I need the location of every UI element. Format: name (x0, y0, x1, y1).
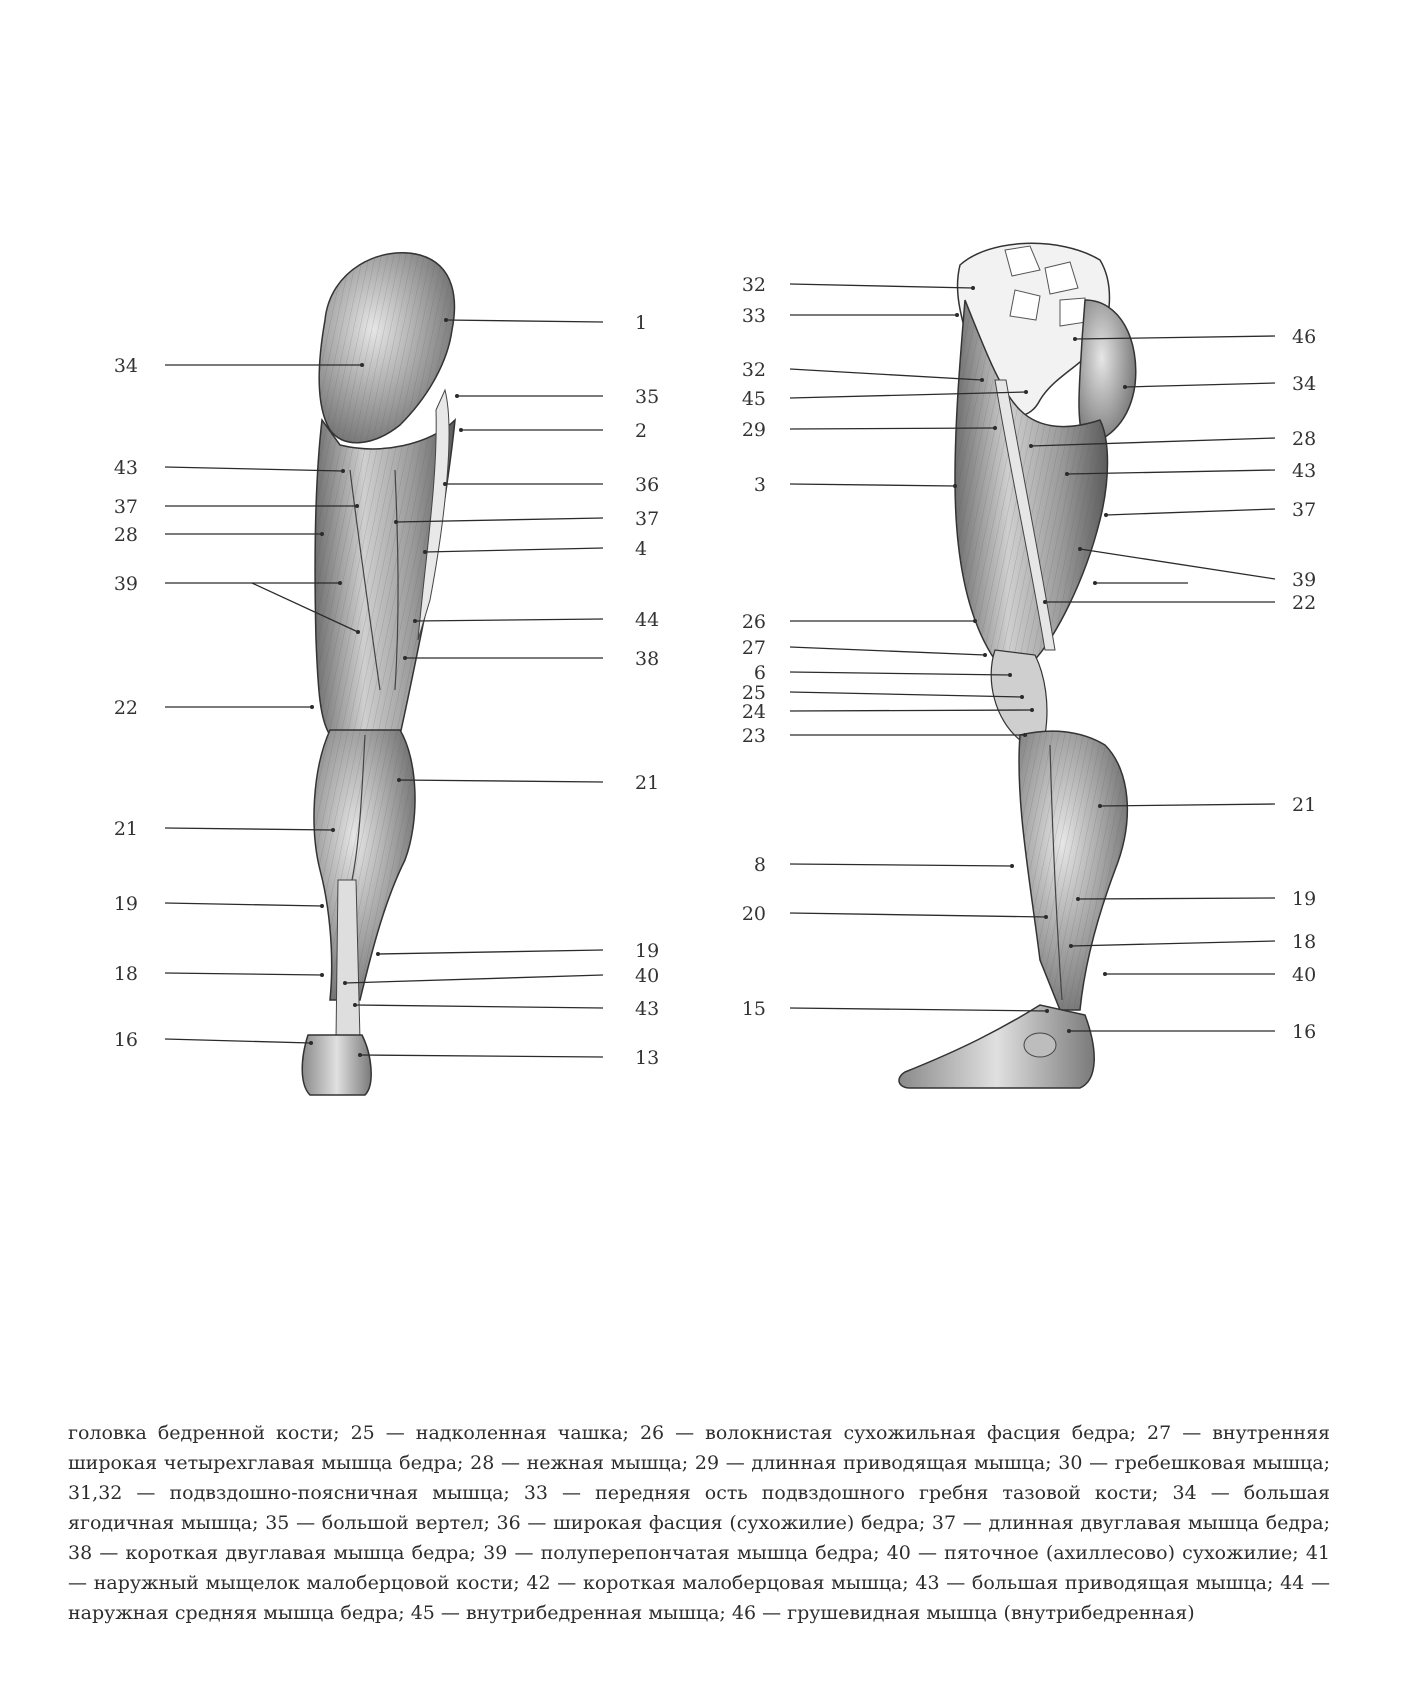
label-number: 21 (1292, 794, 1317, 816)
leader-dot (403, 656, 407, 660)
leader-line (399, 780, 603, 782)
leader-dot (1069, 944, 1073, 948)
leader-line (790, 864, 1012, 866)
label-number: 28 (1292, 428, 1317, 450)
leader-dot (309, 1041, 313, 1045)
label-number: 21 (635, 772, 660, 794)
leader-dot (1123, 385, 1127, 389)
leader-dot (1030, 708, 1034, 712)
leader-line (790, 710, 1032, 711)
leader-dot (983, 653, 987, 657)
leader-line (790, 692, 1022, 697)
leader-line (345, 975, 603, 983)
leader-line (446, 320, 603, 322)
label-number: 28 (113, 524, 138, 546)
leader-dot (1008, 673, 1012, 677)
label-number: 29 (741, 419, 766, 441)
leader-line (165, 903, 322, 906)
label-number: 24 (741, 701, 766, 723)
label-number: 34 (113, 355, 138, 377)
label-number: 16 (1292, 1021, 1317, 1043)
leader-line (165, 467, 343, 471)
leader-line (425, 548, 603, 552)
leader-line (790, 484, 955, 486)
label-number: 45 (741, 388, 766, 410)
leader-dot (1045, 1009, 1049, 1013)
leg-lateral-view (899, 243, 1136, 1088)
leader-dot (320, 532, 324, 536)
label-number: 16 (113, 1029, 138, 1051)
label-number: 22 (113, 697, 138, 719)
leader-dot (1104, 513, 1108, 517)
leader-dot (320, 904, 324, 908)
leader-dot (993, 426, 997, 430)
leader-line (790, 647, 985, 655)
label-number: 43 (635, 998, 660, 1020)
label-number: 43 (113, 457, 138, 479)
label-number: 2 (635, 420, 648, 442)
leader-dot (1093, 581, 1097, 585)
label-number: 3 (753, 474, 766, 496)
leader-dot (980, 378, 984, 382)
label-number: 33 (741, 305, 766, 327)
leader-dot (310, 705, 314, 709)
leader-line (165, 828, 333, 830)
label-number: 35 (635, 386, 660, 408)
leader-dot (1067, 1029, 1071, 1033)
label-number: 37 (635, 508, 660, 530)
label-number: 27 (741, 637, 766, 659)
leader-line (1106, 509, 1275, 515)
leader-line (790, 369, 982, 380)
label-number: 22 (1292, 592, 1317, 614)
leader-dot (455, 394, 459, 398)
leader-dot (1043, 600, 1047, 604)
label-number: 40 (1292, 964, 1317, 986)
leader-dot (356, 630, 360, 634)
label-number: 21 (113, 818, 138, 840)
label-number: 37 (1292, 499, 1317, 521)
leader-dot (1010, 864, 1014, 868)
label-number: 15 (741, 998, 766, 1020)
label-number: 23 (741, 725, 766, 747)
label-number: 36 (635, 474, 660, 496)
label-number: 19 (1292, 888, 1317, 910)
leader-dot (443, 482, 447, 486)
label-number: 38 (635, 648, 660, 670)
label-number: 19 (635, 940, 660, 962)
leader-dot (955, 313, 959, 317)
label-number: 37 (113, 496, 138, 518)
leader-dot (423, 550, 427, 554)
leader-line (165, 1039, 311, 1043)
label-number: 32 (741, 359, 766, 381)
label-number: 34 (1292, 373, 1317, 395)
leader-line (790, 1008, 1047, 1011)
leader-line (165, 973, 322, 975)
label-number: 20 (741, 903, 766, 925)
leg-posterior-view (302, 253, 455, 1095)
leader-dot (341, 469, 345, 473)
label-number: 26 (741, 611, 766, 633)
leader-dot (338, 581, 342, 585)
leader-line (1080, 549, 1275, 579)
leader-dot (394, 520, 398, 524)
label-number: 44 (635, 609, 660, 631)
leader-dot (444, 318, 448, 322)
legend-text: головка бедренной кости; 25 — надколенная чашка; 26 — волокнистая сухожильная фасция бедра; 27 — внутренняя широкая четырехглавая мышца бедра; 28 — нежная мышца; 29 — длинная приводящая мышца; 30 — гребешковая мышца; 31,32 — подвздошно-поясничная мышца; 33 — передняя ость подвздошного гребня тазовой кости; 34 — большая ягодичная мышца; 35 — большой вертел; 36 — широкая фасция (сухожилие) бедра; 37 — длинная двуглавая мышца бедра; 38 — короткая двуглавая мышца бедра; 39 — полуперепончатая мышца бедра; 40 — пяточное (ахиллесово) сухожилие; 41 — наружный мыщелок малоберцовой кости; 42 — короткая малоберцовая мышца; 43 — большая приводящая мышца; 44 — наружная средняя мышца бедра; 45 — внутрибедренная мышца; 46 — грушевидная мышца (внутрибедренная) (68, 1422, 1330, 1624)
leader-line (790, 284, 973, 288)
leader-line (790, 913, 1046, 917)
label-number: 13 (635, 1047, 660, 1069)
leader-dot (1103, 972, 1107, 976)
label-number: 18 (113, 963, 138, 985)
leader-dot (376, 952, 380, 956)
leader-dot (413, 619, 417, 623)
label-number: 40 (635, 965, 660, 987)
label-number: 39 (1292, 569, 1317, 591)
label-number: 39 (113, 573, 138, 595)
leader-line (355, 1005, 603, 1008)
label-number: 19 (113, 893, 138, 915)
leader-dot (1065, 472, 1069, 476)
leader-dot (1024, 390, 1028, 394)
leader-dot (459, 428, 463, 432)
leader-dot (1073, 337, 1077, 341)
leader-dot (355, 504, 359, 508)
label-number: 46 (1292, 326, 1317, 348)
leader-line (378, 950, 603, 954)
leader-dot (360, 363, 364, 367)
leader-dot (1078, 547, 1082, 551)
label-number: 1 (635, 312, 648, 334)
leader-dot (1076, 897, 1080, 901)
leader-dot (1044, 915, 1048, 919)
leader-dot (343, 981, 347, 985)
leader-line (1125, 383, 1275, 387)
label-number: 25 (741, 682, 766, 704)
leader-dot (397, 778, 401, 782)
leader-dot (320, 973, 324, 977)
leader-line (360, 1055, 603, 1057)
leader-dot (1029, 444, 1033, 448)
legend-caption (68, 1418, 1330, 1628)
leader-dot (358, 1053, 362, 1057)
leader-line (790, 672, 1010, 675)
leader-line (415, 619, 603, 621)
label-number: 6 (753, 662, 766, 684)
label-number: 18 (1292, 931, 1317, 953)
label-number: 4 (635, 538, 648, 560)
leader-line (1071, 941, 1275, 946)
leader-dot (353, 1003, 357, 1007)
leader-dot (953, 484, 957, 488)
leader-dot (973, 619, 977, 623)
label-number: 8 (753, 854, 766, 876)
leader-line (1078, 898, 1275, 899)
label-number: 43 (1292, 460, 1317, 482)
leader-dot (331, 828, 335, 832)
leader-dot (1020, 695, 1024, 699)
leader-dot (1023, 733, 1027, 737)
leader-dot (1098, 804, 1102, 808)
leader-dot (971, 286, 975, 290)
label-number: 32 (741, 274, 766, 296)
